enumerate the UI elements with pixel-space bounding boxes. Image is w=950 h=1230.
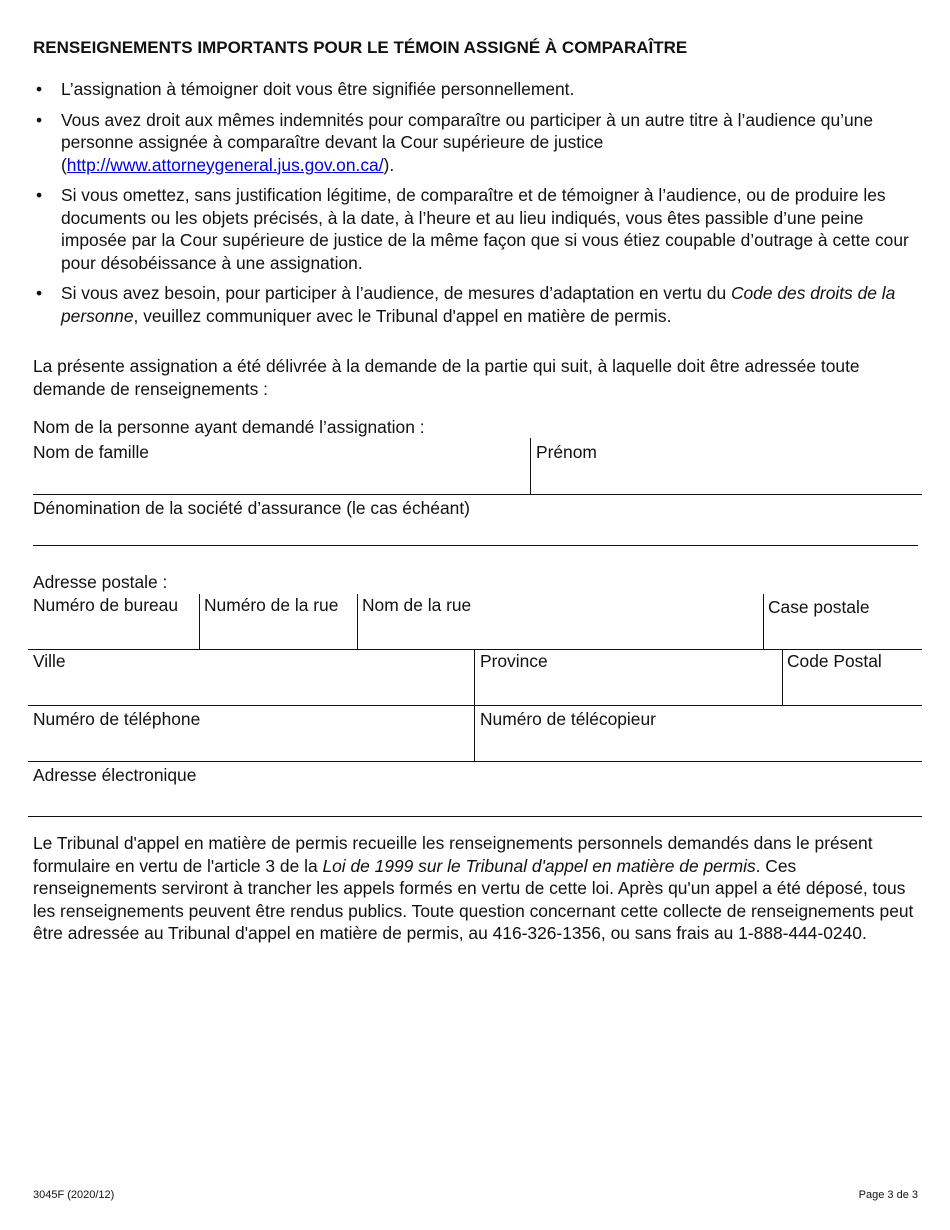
phone-input[interactable] [36,733,472,759]
field-divider [763,594,764,650]
bullet-icon: • [35,109,43,130]
list-item [33,109,923,177]
postal-code-input[interactable] [788,676,922,702]
fax-label: Numéro de télécopieur [480,709,656,729]
privacy-text: Le Tribunal d'appel en matière de permis recueille les renseignements personnels demandés dans le présent formulaire en vertu de l'article 3 de la [33,833,873,876]
bullet-text: Si vous omettez, sans justification légitime, de comparaître et de témoigner à l’audience, ou de produire les documents ou les objets précisés, à la date, à l’heure et au lieu indiqués, vous êtes passible d’une peine imposée par la Cour supérieure de justice de la même façon que si vous étiez coupable d’outrage à cette cour pour désobéissance à une assignation. [61,185,909,273]
field-divider [357,594,358,650]
field-divider [33,494,922,495]
privacy-act-title: Loi de 1999 sur le Tribunal d'appel en matière de permis [322,855,756,876]
privacy-text-end: . Ces renseignements serviront à trancher les appels formés en vertu de cette loi. Après qu'un appel a été déposé, tous les renseignements peuvent être rendus publics. Toute question concernant cette collecte de renseignements peut être adressée au Tribunal d'appel en matière de permis, au 416-326-1356, ou sans frais au 1-888-444-0240. [33,855,914,943]
insurance-label: Dénomination de la société d’assurance (le cas échéant) [33,498,470,518]
attorney-general-link[interactable]: http://www.attorneygeneral.jus.gov.on.ca/ [66,154,384,175]
street-name-label: Nom de la rue [362,595,472,615]
bullet-icon: • [35,185,43,205]
postal-code-label: Code Postal [787,651,882,671]
po-box-label: Case postale [768,597,870,617]
list-item [33,78,923,101]
last-name-input[interactable] [36,466,520,492]
city-label: Ville [33,651,66,671]
page-number: Page 3 de 3 [858,1189,918,1201]
bullet-text-end: , veuillez communiquer avec le Tribunal d'appel en matière de permis. [133,305,672,326]
field-divider [33,545,918,546]
bullet-text-italic: Code des droits de la personne [61,283,896,326]
bullet-text: Si vous avez besoin, pour participer à l’audience, de mesures d’adaptation en vertu du [61,283,731,303]
first-name-label: Prénom [536,442,597,462]
field-divider [782,650,783,706]
bullet-icon: • [35,79,43,99]
unit-label: Numéro de bureau [33,595,179,615]
bullet-text-end: ). [383,154,395,175]
mailing-address-label: Adresse postale : [33,572,168,592]
insurance-input[interactable] [36,521,915,545]
field-divider [28,761,922,762]
field-divider [199,594,200,650]
street-number-input[interactable] [205,620,357,646]
first-name-input[interactable] [538,466,917,492]
bullet-icon: • [35,283,43,303]
street-name-input[interactable] [363,620,763,646]
last-name-label: Nom de famille [33,442,149,462]
info-bullet-list [33,78,923,335]
privacy-notice [33,832,918,945]
requester-section-label: Nom de la personne ayant demandé l’assignation : [33,417,425,437]
bullet-text: L’assignation à témoigner doit vous être signifiée personnellement. [61,79,575,99]
po-box-input[interactable] [769,620,921,646]
request-paragraph: La présente assignation a été délivrée à la demande de la partie qui suit, à laquelle doit être adressée toute demande de renseignements : [33,356,860,399]
unit-input[interactable] [36,620,198,646]
list-item [33,184,923,274]
province-input[interactable] [481,676,781,702]
street-number-label: Numéro de la rue [204,595,339,615]
fax-input[interactable] [481,733,921,759]
form-number: 3045F (2020/12) [33,1189,115,1201]
field-divider [28,705,922,706]
field-divider [474,650,475,706]
province-label: Province [480,651,548,671]
list-item [33,282,923,327]
field-divider [530,438,531,495]
field-divider [474,706,475,762]
email-label: Adresse électronique [33,765,197,785]
field-divider [28,649,922,650]
field-divider [28,816,922,817]
city-input[interactable] [36,676,472,702]
phone-label: Numéro de téléphone [33,709,201,729]
bullet-text: Vous avez droit aux mêmes indemnités pour comparaître ou participer à un autre titre à l’audience qu’une personne assignée à comparaître devant la Cour supérieure de justice ( [61,109,874,175]
email-input[interactable] [36,789,920,815]
page-heading: RENSEIGNEMENTS IMPORTANTS POUR LE TÉMOIN ASSIGNÉ À COMPARAÎTRE [33,38,688,57]
